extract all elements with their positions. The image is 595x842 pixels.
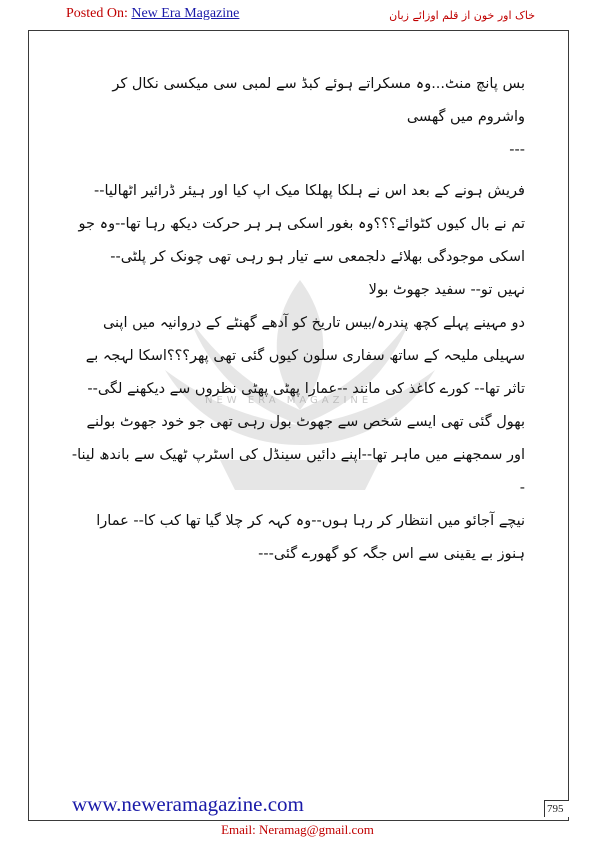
posted-label: Posted On: [66, 6, 128, 21]
paragraph: نہیں تو-- سفید جھوٹ بولا [368, 282, 525, 298]
watermark-text: NEW ERA MAGAZINE [205, 395, 373, 406]
story-credit: خاک اور خون از قلم اوزائے زبان [389, 9, 535, 22]
page-number: 795 [544, 800, 569, 817]
header-posted-on [66, 6, 239, 22]
paragraph: --- [509, 142, 525, 158]
paragraph: دو مہینے پہلے کچھ پندرہ/بیس تاریخ کو آدھے گھنٹے کے دروانیہ میں اپنی سہیلی ملیحہ کے ساتھ سفاری سلون کیوں گئی تھی پھر؟؟؟اسکا لہجہ بے تاثر تھا-- کورے کاغذ کی مانند --عمارا پھٹی پھٹی نظروں سے دیکھنے لگی--بھول گئی تھی ایسے شخص سے جھوٹ بول رہی تھی جو خود جھوٹ بولنے اور سمجھنے میں ماہر تھا--اپنے دائیں سینڈل کی اسٹرپ ٹھیک سے باندھ لینا-- [71, 315, 525, 496]
paragraph: بس پانچ منٹ...وہ مسکراتے ہوئے کبڈ سے لمبی سی میکسی نکال کر واشروم میں گھسی [112, 76, 525, 125]
story-body [70, 68, 525, 571]
website-link[interactable]: www.neweramagazine.com [72, 792, 304, 816]
paragraph: فریش ہونے کے بعد اس نے ہلکا پھلکا میک اپ کیا اور ہیئر ڈرائیر اٹھالیا-- [94, 183, 525, 199]
contact-email[interactable]: Email: Neramag@gmail.com [221, 822, 374, 837]
magazine-link[interactable]: New Era Magazine [131, 6, 240, 21]
paragraph: تم نے بال کیوں کٹوائے؟؟؟وہ بغور اسکی ہر ہر حرکت دیکھ رہا تھا--وہ جو اسکی موجودگی بھلائے دلجمعی سے تیار ہو رہی تھی چونک کر پلٹی-- [78, 216, 525, 265]
paragraph: نیچے آجائو میں انتظار کر رہا ہوں--وہ کہہ کر چلا گیا تھا کب کا-- عمارا ہنوز بے یقینی سے اس جگہ کو گھورے گئی--- [96, 513, 525, 562]
